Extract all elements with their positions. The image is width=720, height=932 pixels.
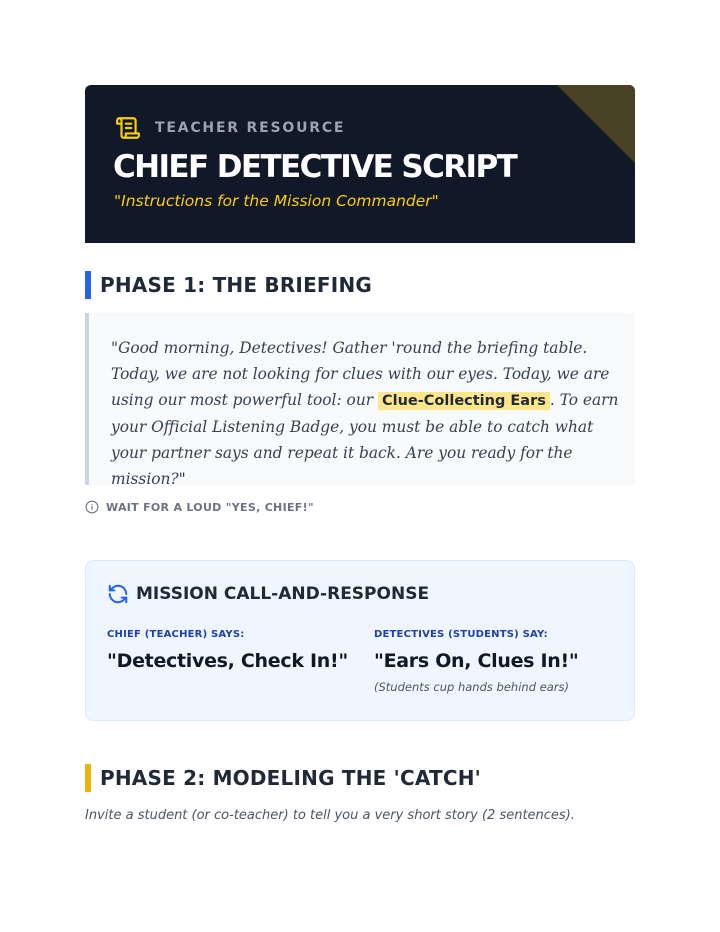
info-icon [85, 500, 99, 514]
quote-highlight: Clue-Collecting Ears [378, 392, 550, 410]
phase2-intro: Invite a student (or co-teacher) to tell you a very short story (2 sentences). [85, 808, 575, 823]
page-subtitle: "Instructions for the Mission Commander" [114, 192, 439, 210]
chief-label: CHIEF (TEACHER) SAYS: [107, 629, 245, 640]
call-response-title-row [107, 583, 429, 605]
detectives-column [374, 629, 578, 694]
phase2-heading [85, 764, 481, 792]
header-banner [85, 85, 635, 243]
call-response-box [85, 560, 635, 721]
scroll-icon [115, 115, 141, 141]
phase2-title: PHASE 2: MODELING THE 'CATCH' [100, 766, 481, 790]
phase1-title: PHASE 1: THE BRIEFING [100, 273, 372, 297]
detectives-note: (Students cup hands behind ears) [374, 680, 569, 694]
page-title: CHIEF DETECTIVE SCRIPT [113, 149, 517, 185]
phase2-accent-bar [85, 764, 91, 792]
eyebrow-row [115, 115, 345, 141]
wait-note [85, 500, 314, 514]
briefing-quote-box [85, 313, 635, 488]
phase1-accent-bar [85, 271, 91, 299]
chief-line: "Detectives, Check In!" [107, 650, 348, 672]
chief-column [107, 629, 348, 672]
refresh-icon [107, 583, 129, 605]
eyebrow-label: TEACHER RESOURCE [155, 120, 346, 136]
phase1-heading [85, 271, 372, 299]
wait-note-text: WAIT FOR A LOUD "YES, CHIEF!" [106, 500, 314, 514]
detectives-label: DETECTIVES (STUDENTS) SAY: [374, 629, 548, 640]
detectives-line: "Ears On, Clues In!" [374, 650, 579, 672]
quote-part-2: . To earn your Official Listening Badge, you must be able to catch what your partner says and repeat it back. Are you ready for the mission?" [111, 391, 619, 488]
quote-part-1: "Good morning, Detectives! Gather 'round the briefing table. Today, we are not looking for clues with our eyes. Today, we are using our most powerful tool: our [111, 339, 610, 409]
corner-accent [557, 85, 635, 163]
call-response-title: MISSION CALL-AND-RESPONSE [136, 584, 430, 604]
briefing-quote [111, 335, 621, 492]
